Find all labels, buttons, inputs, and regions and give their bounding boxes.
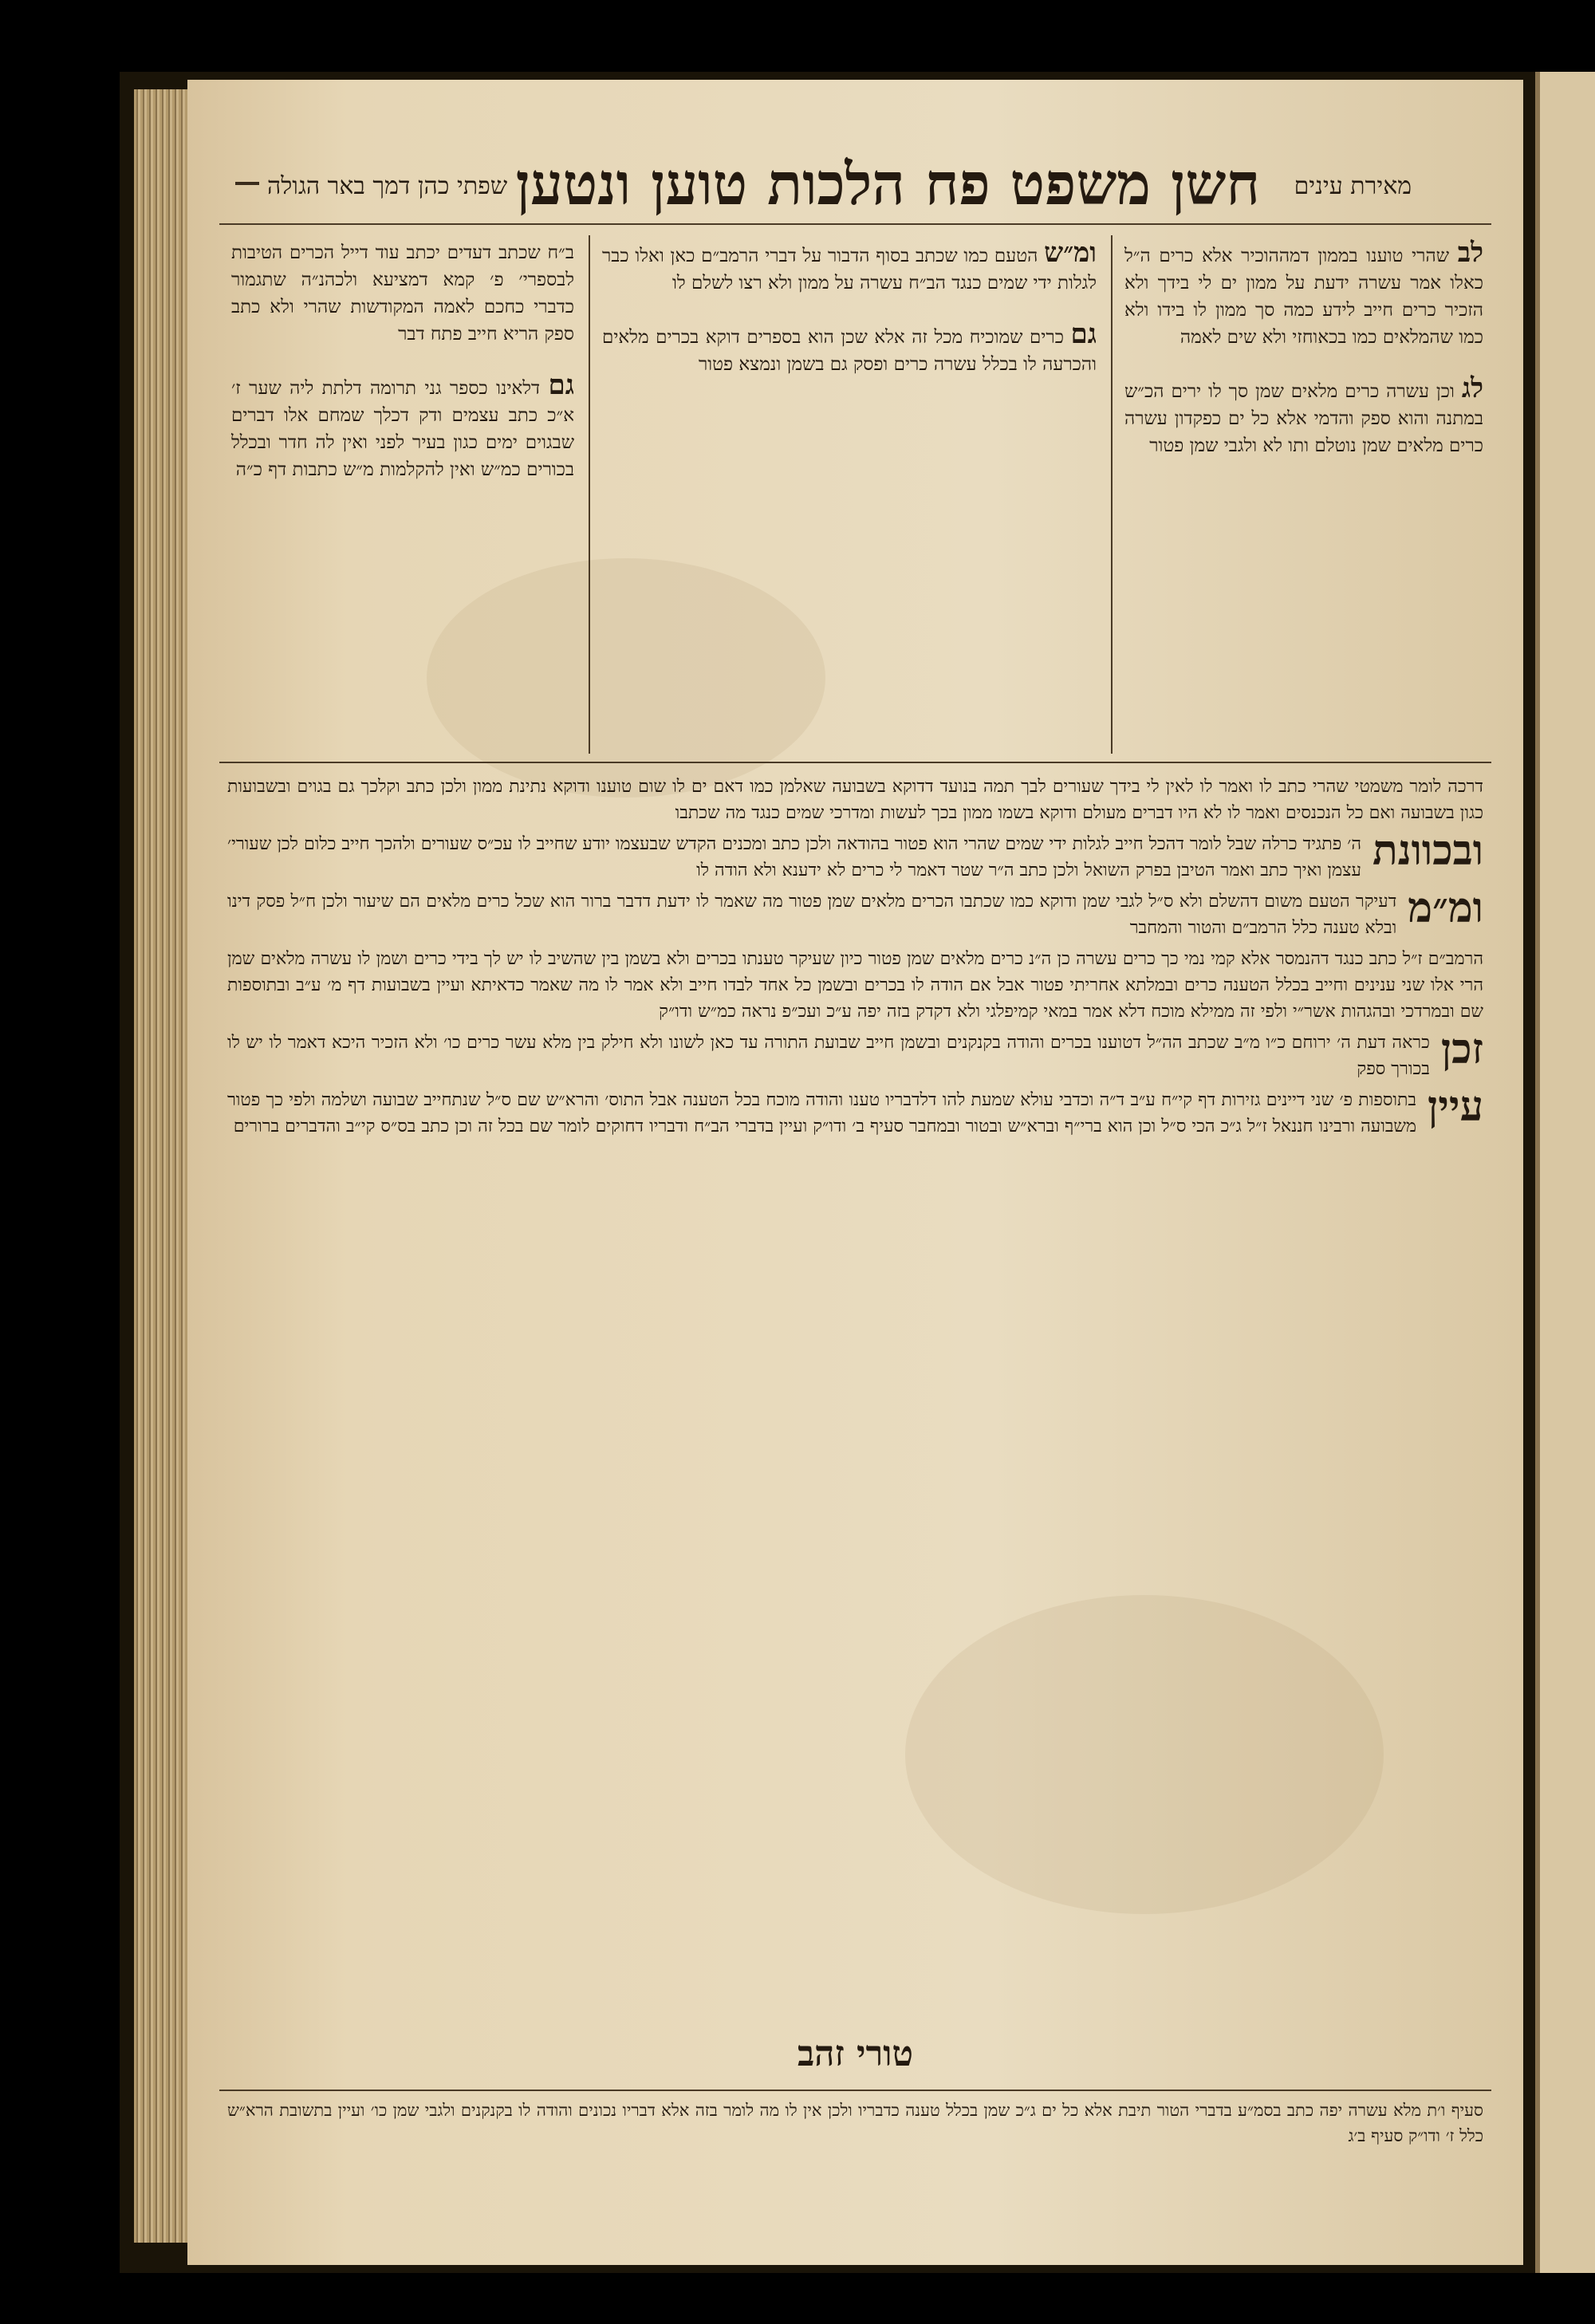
commentary-text: הטעם כמו שכתב בסוף הדבור על דברי הרמב״ם כאן ואלו כבר לגלות ידי שמים כנגד הב״ח עשרה על ממון ולא רצו לשלם לו	[602, 246, 1097, 293]
header-right-label: מאירת עינים	[1294, 172, 1412, 200]
section-letter: גם	[548, 369, 574, 401]
paragraph-marker: ובכוונת	[1372, 826, 1483, 875]
commentary-text: שהרי טוענו בממון דמההוכיר אלא כרים ה״ל כאלו אמר עשרה ידעת על ממון ים לי בידך ולא הזכיר כרים חייב לידע כמה סך ממון לו בידו ולא כמו שהמלאים כמו בכאוחזי ולא שים לאמה	[1124, 246, 1483, 348]
body-paragraph: ה׳ פתגיד כרלה שבל לומר דהכל חייב לגלות ידי שמים שהרי הוא פטור בהודאה ולכן כתב ומכנים הקדש שבעצמו יודע שחייב לו עכ״ס שעורים ולהכך חייב כלום לכן שעורי׳ עצמן ואיך כתב ואמר הטיבן בפרק השואל ולכן כתב ה״ר שטר דאמר לי כרים לא ידענא ולא הודה לו	[227, 834, 1361, 880]
paragraph-marker: ומ״מ	[1408, 884, 1483, 932]
column-divider	[589, 235, 590, 754]
taz-commentary	[227, 2098, 1483, 2153]
paper-stain	[905, 1595, 1384, 1914]
body-paragraph: בתוספות פ׳ שני דיינים גזירות דף קי״ח ע״ב ד״ה וכדבי עולא שמעת להו דלדבריו טענו והודה מוכח בכל הטענה אבל התוס׳ והרא״ש שם ס״ל שנתחייב שבועה ושלמה ולפי כך פטור משבועה ורבינו חננאל ז״ל ג״כ הכי ס״ל וכן הוא ברי״ף וברא״ש ובטור ובמחבר סעיף ב׳ ודו״ק ועיין בדברי הב״ח ודבריו דחוקים לומר שם בכל זה וכן כתב בס״ס קי״ב והדברים ברורים	[227, 1090, 1417, 1136]
body-paragraph: דעיקר הטעם משום דהשלם ולא ס״ל לגבי שמן ודוקא כמו שכתבו הכרים מלאים שמן פטור מה שאמר לו ידעת דדבר ברור הוא שכל כרים מלאים הם שיעור ולכן ח״ל פסק דינו ובלא טענה כלל הרמב״ם והטור והמחבר	[227, 892, 1397, 938]
header-title: חשן משפט פח הלכות טוען ונטען	[515, 150, 1260, 218]
paragraph-marker: עיין	[1428, 1082, 1483, 1131]
header-rule	[219, 223, 1491, 225]
body-paragraph: דרכה לומר משמטי שהרי כתב לו ואמר לו לאין לי בידך שעורים לבך תמה בנועד דדוקא בשבועה שאלמן כמו דאם ים לו שום טוענו ודוקא נתינת ממון ולכן כתב וקלכך גם בגוים ובשבועות כגון בשבועה ואם כל הנכנסים ואמר לו לא היו דברים מעולם ודוקא בשמו ממון בכך לעשות ומדרכי שמים כנגד מה שכתבו	[227, 777, 1483, 823]
left-commentary-column	[1124, 239, 1483, 463]
body-paragraph: הרמב״ם ז״ל כתב כנגד דהנמסר אלא קמי נמי כך כרים עשרה כן ה״נ כרים מלאים שמן פטור כיון שעיקר טענתו בכרים ולא בשמן בין שהשיב לו יש לך בידי כרים ושמן לו עשרה מלאים שמן הרי אלו שני ענינים וחייב בכלל הטענה כרים ובמלתא אחריתי פטור אבל אם הודה לו בכרים ובשמן כל אחד לבדו חייב ולא אמר לו מה שאמר כדאיתא ועיין בשבועות דף מ׳ ע״ב ובתוספות שם ובמרדכי ובהגהות אשר״י ולפי זה ממילא מוכח דלא אמר במאי קמיפלגי ולא דקדק בזה יפה ע״כ ועכ״פ נראה כמ״ש ודו״ק	[227, 949, 1483, 1022]
commentary-text: כרים שמוכיח מכל זה אלא שכן הוא בספרים דוקא בכרים מלאים והכרעה לו בכלל עשרה כרים ופסק גם בשמן ונמצא פטור	[602, 327, 1097, 375]
header-left-label: שפתי כהן דמך באר הגולה	[267, 172, 508, 200]
commentary-text: ב״ח שכתב דעדים יכתב עוד דייל הכרים הטיבות לבספרי׳ פ׳ קמא דמציעא ולכהנ״ה שתגמור כדברי כחכם לאמה המקודשות שהרי ולא כתב ספק הריא חייב פתח דבר	[231, 242, 574, 345]
section-letter: גם	[1070, 318, 1097, 350]
section-marker: ומ״ש	[1044, 237, 1097, 269]
paragraph-marker: זכן	[1440, 1025, 1483, 1073]
taz-rule	[219, 2090, 1491, 2091]
facing-page-edge	[1535, 72, 1595, 2273]
commentary-text: דלאינו כספר גני תרומה דלתת ליה שער ז׳ א״כ כתב עצמים ודק דכלך שמחם אלו דברים שבגוים ימים כגון בעיר לפני ואין לה חדר ובכלל בכורים כמ״ש ואין להקלמות מ״ש כתבות דף כ״ה	[231, 378, 574, 480]
section-letter: לג	[1461, 372, 1483, 404]
main-commentary	[227, 774, 1483, 1144]
taz-heading: טורי זהב	[797, 2034, 914, 2074]
taz-paragraph: סעיף ו׳ת מלא עשרה יפה כתב בסמ״ע בדברי הטור תיבת אלא כל ים ג״כ שמן בכלל טענה כדבריו ולכן אין לו מה לומר בזה אלא דבריו נכונים והודה לו בקנקנים ולגבי שמן כו׳ ועיין בתשובת הרא״ש כלל ז׳ ודו״ק סעיף ב׳ג	[227, 2101, 1483, 2145]
section-rule	[219, 762, 1491, 763]
center-commentary-column	[602, 239, 1097, 381]
column-divider	[1111, 235, 1113, 754]
page-edges	[134, 89, 191, 2243]
commentary-text: וכן עשרה כרים מלאים שמן סך לו ירים הכ״ש במתנה והוא ספק והדמי אלא כל ים כפקדון עשרה כרים מלאים שמן נוטלם ותו לא ולגבי שמן פטור	[1124, 381, 1483, 456]
header-ornament	[235, 182, 259, 185]
book-page	[187, 80, 1523, 2265]
body-paragraph: כראה דעת ה׳ ירוחם כ״ו מ״ב שכתב הה״ל דטוענו בכרים והודה בקנקנים ובשמן חייב שבועת התורה עד כאן לשונו ולא חילק בין מלא עשר כרים כו׳ ולא הזכיר היכא דאמר לו יש לו בכורך ספק	[227, 1033, 1430, 1079]
section-letter: לב	[1457, 237, 1483, 269]
right-commentary-column	[231, 239, 574, 486]
running-header	[187, 150, 1523, 222]
